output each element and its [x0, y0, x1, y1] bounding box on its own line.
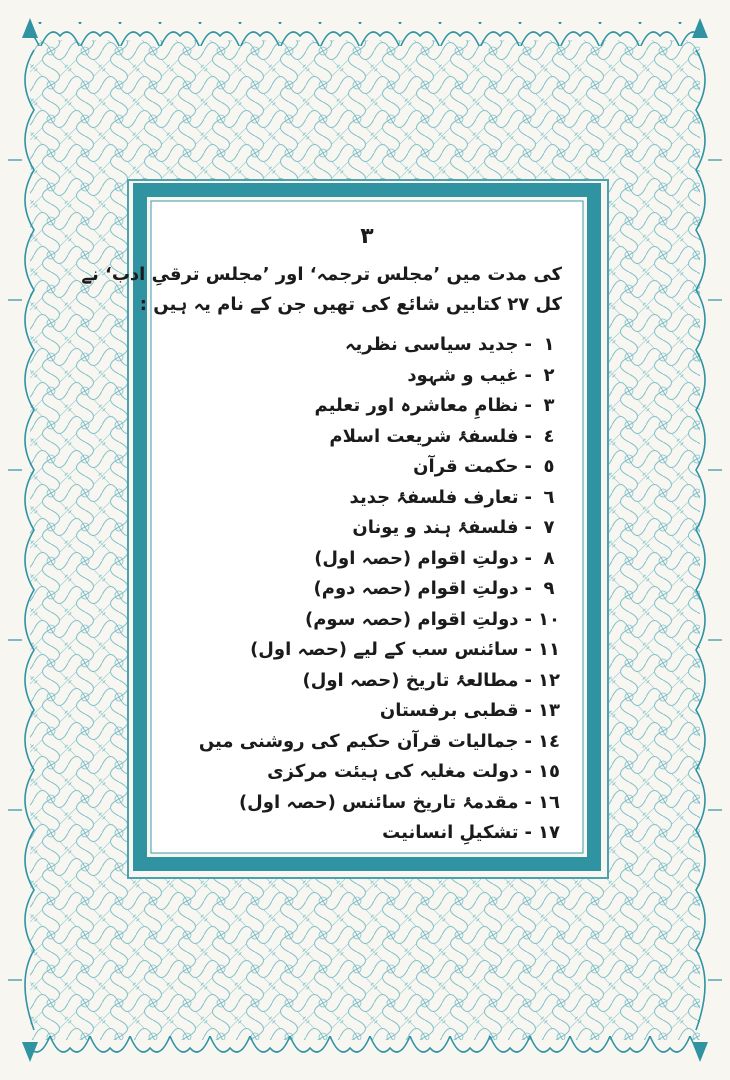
separator: - — [524, 334, 532, 355]
book-item — [162, 757, 560, 788]
book-item — [162, 513, 560, 544]
separator: - — [524, 761, 532, 782]
book-title: مقدمۂ تاریخ سائنس (حصہ اول) — [238, 791, 519, 813]
book-number: ٢ — [543, 364, 555, 386]
book-number: ١٣ — [538, 700, 560, 721]
separator: - — [524, 364, 532, 386]
book-title: غیب و شہود — [407, 364, 519, 386]
book-item — [162, 696, 560, 727]
separator: - — [524, 700, 532, 721]
page-number: ٣ — [360, 224, 374, 249]
separator: - — [524, 486, 532, 508]
book-item — [162, 330, 560, 361]
book-number: ١١ — [538, 639, 560, 660]
book-number: ١ — [543, 334, 555, 355]
book-title: جدید سیاسی نظریہ — [344, 334, 519, 355]
book-title: تشکیلِ انسانیت — [382, 822, 519, 843]
book-item — [162, 544, 560, 575]
separator: - — [524, 669, 532, 691]
intro-line: کی مدت میں ’مجلس ترجمہ‘ اور ’مجلس ترقیِ ادب‘ نے — [81, 264, 562, 285]
book-number: ١٦ — [538, 791, 560, 813]
book-list — [162, 330, 560, 849]
book-number: ١٤ — [538, 730, 560, 752]
book-title: فلسفۂ شریعت اسلام — [329, 425, 519, 447]
book-item — [162, 788, 560, 819]
book-title: مطالعۂ تاریخ (حصہ اول) — [302, 669, 519, 691]
separator: - — [524, 730, 532, 752]
separator: - — [524, 517, 532, 538]
book-title: دولتِ اقوام (حصہ دوم) — [313, 578, 519, 599]
separator: - — [524, 547, 532, 569]
book-item — [162, 635, 560, 666]
book-number: ٧ — [543, 517, 555, 538]
book-item — [162, 422, 560, 453]
book-number: ٣ — [543, 395, 555, 416]
book-item — [162, 605, 560, 636]
book-item — [162, 574, 560, 605]
book-item — [162, 666, 560, 697]
book-title: حکمت قرآن — [413, 456, 519, 477]
separator: - — [524, 456, 532, 477]
book-title: قطبی برفستان — [379, 700, 519, 721]
book-item — [162, 361, 560, 392]
separator: - — [524, 608, 532, 630]
book-number: ٤ — [543, 425, 555, 447]
book-item — [162, 727, 560, 758]
book-number: ١٢ — [538, 669, 560, 691]
book-item — [162, 483, 560, 514]
book-number: ١٧ — [538, 822, 560, 843]
book-title: تعارف فلسفۂ جدید — [349, 486, 519, 508]
separator: - — [524, 395, 532, 416]
separator: - — [524, 578, 532, 599]
separator: - — [524, 822, 532, 843]
book-title: فلسفۂ ہند و یونان — [352, 517, 519, 538]
separator: - — [524, 639, 532, 660]
book-title: دولت مغلیہ کی ہیئت مرکزی — [267, 761, 519, 782]
book-number: ٦ — [543, 486, 555, 508]
separator: - — [524, 791, 532, 813]
book-title: سائنس سب کے لیے (حصہ اول) — [250, 639, 519, 660]
book-number: ١٥ — [538, 761, 560, 782]
book-number: ١٠ — [538, 608, 560, 630]
book-title: دولتِ اقوام (حصہ سوم) — [304, 608, 519, 630]
book-number: ٨ — [543, 547, 555, 569]
book-number: ٩ — [543, 578, 555, 599]
book-number: ٥ — [543, 456, 555, 477]
book-item — [162, 818, 560, 849]
book-title: جمالیات قرآن حکیم کی روشنی میں — [198, 730, 519, 752]
book-item — [162, 391, 560, 422]
intro-line: کل ٢٧ کتابیں شائع کی تھیں جن کے نام یہ ہیں : — [139, 294, 562, 315]
separator: - — [524, 425, 532, 447]
book-title: دولتِ اقوام (حصہ اول) — [314, 547, 519, 569]
book-item — [162, 452, 560, 483]
book-title: نظامِ معاشرہ اور تعلیم — [314, 395, 519, 416]
text-panel — [81, 202, 582, 852]
